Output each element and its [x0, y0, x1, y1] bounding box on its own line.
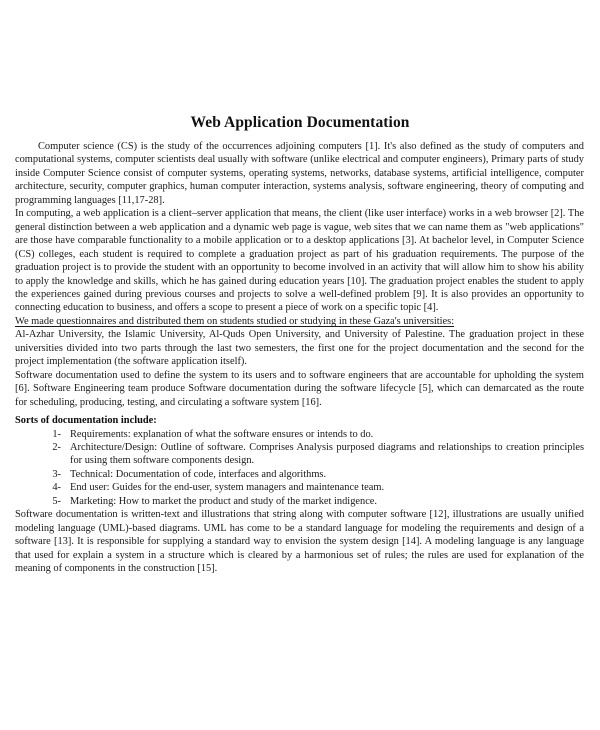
document-body [15, 140, 584, 576]
paragraph-uml-modeling-language: Software documentation is written-text and illustrations that string along with computer software [12], illustrations are usually unified modeling language (UML)-based diagrams. UML has come to be a standard language for modeling the requirements and design of a software [13]. It is responsible for supplying a standard way to envision the system design [14]. A modeling language is any language that used for explain a system in a structure which is cleared by a harmonious set of rules; the rules are used for explanation of the meaning of components in the construction [15]. [15, 509, 584, 575]
list-item-text: Requirements: explanation of what the software ensures or intends to do. [70, 428, 374, 440]
page-title: Web Application Documentation [190, 114, 410, 132]
list-item-text: End user: Guides for the end-user, system managers and maintenance team. [70, 482, 385, 494]
paragraph-web-application-definition: In computing, a web application is a client–server application that means, the client (like user interface) works in a web browser [2]. The general distinction between a web application and a dynamic web page is vague, web sites that we can name them as "web applications" are those have comparable functionality to a mobile application or to a desktop applications [3]. At bachelor level, in Computer Science (CS) colleges, each student is required to complete a graduation project as part of his graduation requirements. The purpose of the graduation project is to provide the student with an opportunity to become involved in an activity that will allow him to show his ability to apply the knowledge and skills, which he has gained during education years [10]. The graduation project enables the student to apply the experiences gained during previous courses and projects to solve a well-defined problem [9]. It is also provides an opportunity to connecting education to business, and offers a scope to present a piece of work on a specific topic [4]. [15, 208, 584, 314]
paragraph-software-documentation-purpose: Software documentation used to define the system to its users and to software engineers that are accountable for upholding the system [6]. Software Engineering team produce Software documentation during the software lifecycle [5], which can demarcated as the route for scheduling, producing, testing, and circulating a software system [16]. [15, 369, 584, 408]
list-item [15, 481, 584, 494]
sorts-of-documentation-list [15, 428, 584, 509]
list-item [15, 495, 584, 508]
paragraph-computer-science-intro: Computer science (CS) is the study of the occurrences adjoining computers [1]. It's also defined as the study of computers and computational systems, computer scientists deal usually with software (unlike electrical and computer engineers), Primary parts of study inside Computer Science consist of computer systems, operating systems, networks, database systems, artificial intelligence, computer architecture, security, computer graphics, human computer interaction, systems analysis, software engineering, theory of computing and programming languages [11,17-28]. [15, 141, 584, 206]
paragraph-questionnaires-underlined: We made questionnaires and distributed them on students studied or studying in these Gaza's universities: [15, 315, 455, 327]
list-item [15, 468, 584, 481]
list-item-marker: 4- [52, 482, 61, 494]
list-item-marker: 5- [52, 495, 61, 507]
list-item [15, 441, 584, 468]
section-heading-sorts-of-documentation: Sorts of documentation include: [15, 415, 157, 427]
list-item-marker: 3- [52, 468, 61, 480]
list-item-marker: 1- [52, 428, 61, 440]
list-item-text: Architecture/Design: Outline of software. Comprises Analysis purposed diagrams and relationships to creation principles for using them software components design. [70, 441, 584, 467]
list-item-text: Marketing: How to market the product and study of the market indigence. [70, 495, 378, 507]
list-item [15, 428, 584, 441]
list-item-marker: 2- [52, 441, 61, 453]
list-item-text: Technical: Documentation of code, interfaces and algorithms. [70, 468, 327, 480]
paragraph-gaza-universities: Al-Azhar University, the Islamic University, Al-Quds Open University, and University of Palestine. The graduation project in these universities divided into two parts through the last two semesters, the first one for the project documentation and the second for the project implementation (the software application itself). [15, 329, 584, 368]
